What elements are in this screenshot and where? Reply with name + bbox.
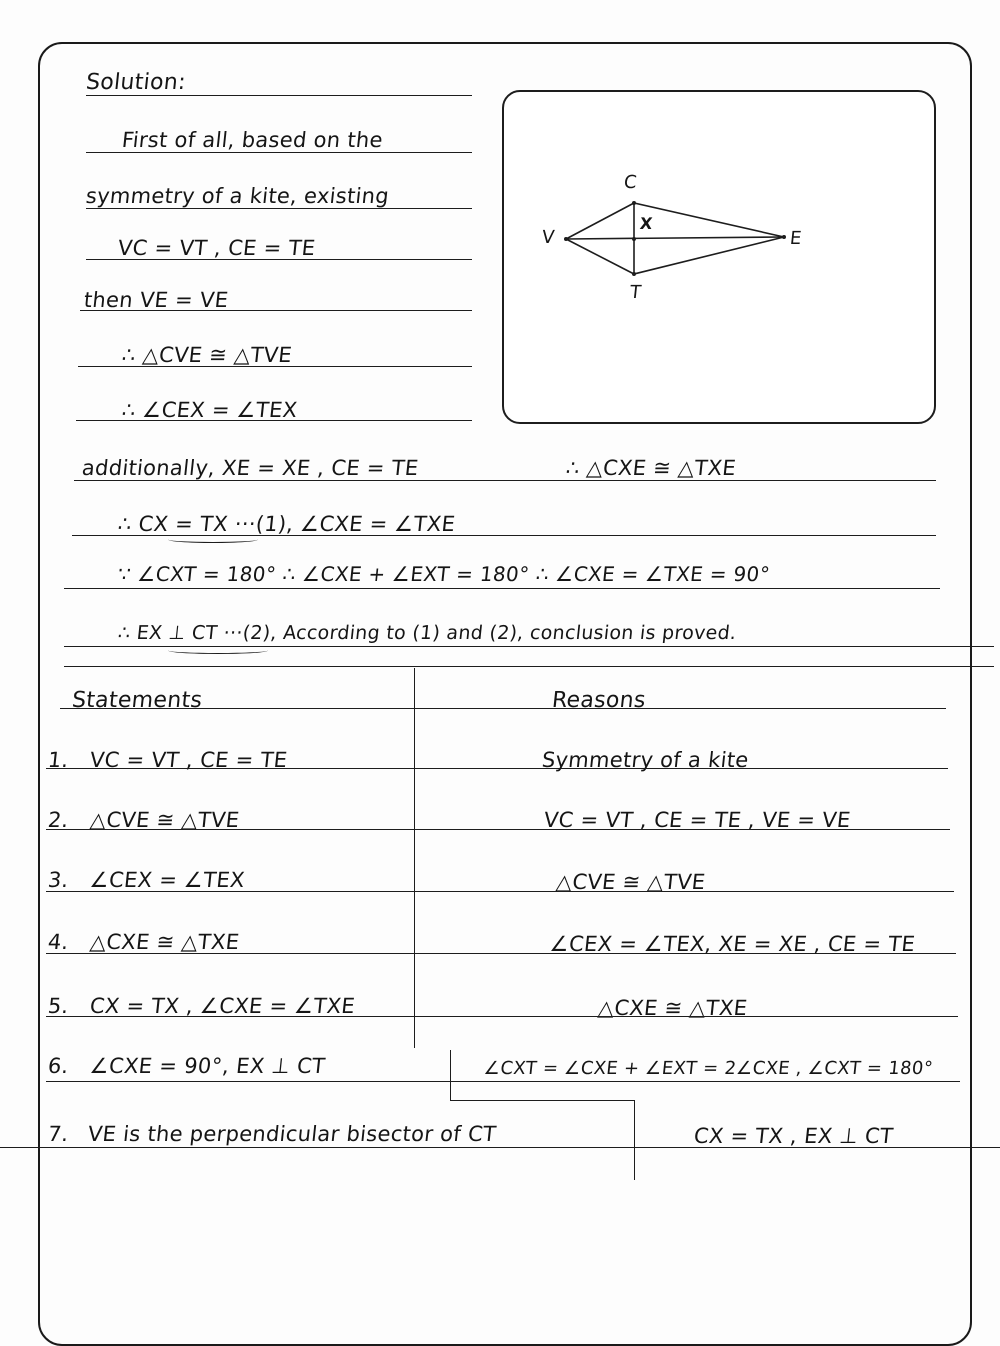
row-5-reason: △CXE ≅ △TXE bbox=[596, 996, 749, 1020]
row-7-statement: VE is the perpendicular bisector of CT bbox=[86, 1122, 498, 1146]
row-1-reason: Symmetry of a kite bbox=[540, 748, 750, 772]
ruled-line bbox=[80, 310, 472, 311]
kite-figure bbox=[502, 90, 936, 424]
ruled-line bbox=[86, 259, 472, 260]
table-column-divider bbox=[450, 1050, 451, 1100]
ruled-line bbox=[64, 588, 940, 589]
row-3-number: 3. bbox=[46, 868, 70, 892]
table-column-divider bbox=[634, 1100, 635, 1180]
ruled-line bbox=[46, 1081, 960, 1082]
row-7-reason: CX = TX , EX ⊥ CT bbox=[692, 1124, 895, 1148]
solution-line-8: ∴ △CXE ≅ △TXE bbox=[564, 456, 738, 480]
header-reasons: Reasons bbox=[550, 688, 648, 713]
row-2-number: 2. bbox=[46, 808, 70, 832]
solution-line-9: ∴ CX = TX ···(1), ∠CXE = ∠TXE bbox=[116, 512, 457, 536]
solution-line-3: VC = VT , CE = TE bbox=[116, 236, 317, 260]
row-1-number: 1. bbox=[46, 748, 70, 772]
solution-line-6: ∴ ∠CEX = ∠TEX bbox=[120, 398, 299, 422]
row-4-reason: ∠CEX = ∠TEX, XE = XE , CE = TE bbox=[548, 932, 917, 956]
row-4-number: 4. bbox=[46, 930, 70, 954]
row-3-statement: ∠CEX = ∠TEX bbox=[88, 868, 246, 892]
row-3-reason: △CVE ≅ △TVE bbox=[554, 870, 707, 894]
ruled-line bbox=[86, 95, 472, 96]
solution-line-5: ∴ △CVE ≅ △TVE bbox=[120, 343, 294, 367]
ruled-line bbox=[46, 829, 950, 830]
table-divider-jog bbox=[450, 1100, 634, 1101]
ruled-line bbox=[46, 891, 954, 892]
solution-title: Solution: bbox=[84, 70, 188, 95]
ruled-line bbox=[46, 953, 956, 954]
underline-mark bbox=[168, 536, 258, 543]
table-top-border bbox=[64, 666, 994, 667]
underline-mark bbox=[168, 647, 268, 654]
row-2-statement: △CVE ≅ △TVE bbox=[88, 808, 241, 832]
solution-line-1: First of all, based on the bbox=[120, 128, 385, 152]
row-2-reason: VC = VT , CE = TE , VE = VE bbox=[542, 808, 852, 832]
ruled-line bbox=[76, 420, 472, 421]
row-7-number: 7. bbox=[46, 1122, 70, 1146]
ruled-line bbox=[46, 1016, 958, 1017]
row-6-number: 6. bbox=[46, 1054, 70, 1078]
kite-diagram-icon bbox=[504, 92, 934, 422]
row-4-statement: △CXE ≅ △TXE bbox=[88, 930, 241, 954]
ruled-line bbox=[86, 152, 472, 153]
label-e: E bbox=[788, 228, 803, 249]
header-statements: Statements bbox=[70, 688, 204, 713]
row-5-number: 5. bbox=[46, 994, 70, 1018]
solution-line-2: symmetry of a kite, existing bbox=[84, 184, 391, 208]
label-c: C bbox=[622, 172, 638, 193]
row-6-reason: ∠CXT = ∠CXE + ∠EXT = 2∠CXE , ∠CXT = 180° bbox=[482, 1058, 934, 1079]
label-t: T bbox=[628, 282, 643, 303]
label-x: X bbox=[639, 214, 654, 233]
ruled-line bbox=[46, 768, 948, 769]
solution-line-11: ∴ EX ⊥ CT ···(2), According to (1) and (2), conclusion is proved. bbox=[116, 622, 738, 644]
label-v: V bbox=[540, 227, 556, 248]
ruled-line bbox=[0, 1147, 1000, 1148]
ruled-line bbox=[86, 208, 472, 209]
solution-line-7: additionally, XE = XE , CE = TE bbox=[80, 456, 420, 480]
table-column-divider bbox=[414, 668, 415, 1048]
ruled-line bbox=[74, 480, 936, 481]
row-1-statement: VC = VT , CE = TE bbox=[88, 748, 289, 772]
row-5-statement: CX = TX , ∠CXE = ∠TXE bbox=[88, 994, 357, 1018]
solution-line-4: then VE = VE bbox=[82, 288, 230, 312]
ruled-line bbox=[78, 366, 472, 367]
row-6-statement: ∠CXE = 90°, EX ⊥ CT bbox=[88, 1054, 327, 1078]
ruled-line bbox=[60, 708, 946, 709]
solution-line-10: ∵ ∠CXT = 180° ∴ ∠CXE + ∠EXT = 180° ∴ ∠CXE = ∠TXE = 90° bbox=[116, 562, 772, 586]
